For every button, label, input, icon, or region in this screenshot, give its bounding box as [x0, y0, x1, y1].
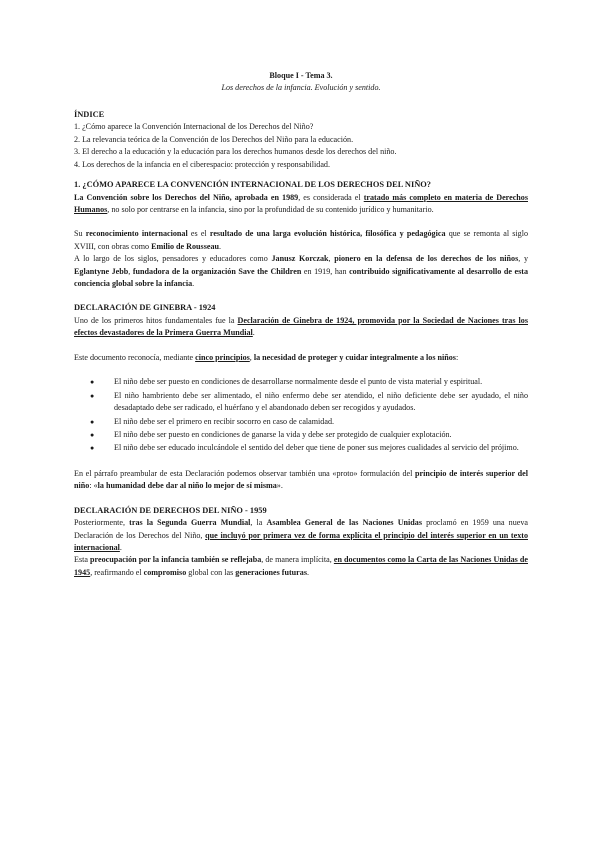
list-item: ● El niño debe ser el primero en recibir socorro en caso de calamidad. [74, 416, 528, 428]
list-item: ● El niño debe ser puesto en condiciones de desarrollarse normalmente desde el punto de vista material y espiritual. [74, 376, 528, 388]
principles-list [74, 376, 528, 454]
document-page [74, 70, 528, 579]
ginebra-paragraph-3: En el párrafo preambular de esta Declaración podemos observar también una «proto» formulación del principio de interés superior del niño: «la humanidad debe dar al niño lo mejor de sí misma». [74, 468, 528, 491]
index-item-3: 3. El derecho a la educación y la educación para los derechos humanos desde los derechos del niño. [74, 147, 397, 157]
section-1-paragraph-1: La Convención sobre los Derechos del Niño, aprobada en 1989, es considerada el tratado más completo en materia de Derechos Humanos, no solo por centrarse en la infancia, sino por la profundidad de su contenido jurídico y humanitario. [74, 192, 528, 215]
index-item-1: 1. ¿Cómo aparece la Convención Internacional de los Derechos del Niño? [74, 122, 314, 132]
ginebra-heading: DECLARACIÓN DE GINEBRA - 1924 [74, 303, 216, 313]
ddn-1959-paragraph-2: Esta preocupación por la infancia también se reflejaba, de manera implícita, en documentos como la Carta de las Naciones Unidas de 1945, reafirmando el compromiso global con las generaciones futuras. [74, 555, 528, 577]
index-item-4: 4. Los derechos de la infancia en el ciberespacio: protección y responsabilidad. [74, 159, 330, 169]
list-item: ● El niño debe ser puesto en condiciones de ganarse la vida y debe ser protegido de cualquier explotación. [74, 429, 528, 441]
list-item: ● El niño hambriento debe ser alimentado, el niño enfermo debe ser atendido, el niño deficiente debe ser ayudado, el niño desadaptado debe ser radicado, el huérfano y el abandonado deben ser recogidos y ayudados. [90, 390, 528, 413]
page-subtitle: Los derechos de la infancia. Evolución y sentido. [221, 83, 381, 93]
ddn-1959-paragraph-1: Posteriormente, tras la Segunda Guerra Mundial, la Asamblea General de las Naciones Unidas proclamó en 1959 una nueva Declaración de los Derechos del Niño, que incluyó por primera vez de forma explícita el principio del interés superior en un texto internacional. [74, 518, 528, 552]
ddn-1959-heading: DECLARACIÓN DE DERECHOS DEL NIÑO - 1959 [74, 505, 267, 515]
list-item: ● El niño debe ser educado inculcándole el sentido del deber que tiene de poner sus mejores cualidades al servicio del prójimo. [74, 442, 528, 454]
bullet-icon: ● [90, 378, 95, 387]
ginebra-paragraph-1: Uno de los primeros hitos fundamentales fue la Declaración de Ginebra de 1924, promovida por la Sociedad de Naciones tras los efectos devastadores de la Primera Guerra Mundial. [74, 316, 528, 338]
bullet-icon: ● [90, 430, 95, 439]
page-title: Bloque I - Tema 3. [269, 71, 333, 80]
bullet-icon: ● [90, 391, 95, 400]
section-1-paragraph-2: Su reconocimiento internacional es el resultado de una larga evolución histórica, filosófica y pedagógica que se remonta al siglo XVIII, con obras como Emilio de Rousseau. [74, 229, 529, 251]
index-heading: ÍNDICE [74, 109, 105, 119]
section-1-paragraph-3: A lo largo de los siglos, pensadores y educadores como Janusz Korczak, pionero en la defensa de los derechos de los niños, y Eglantyne Jebb, fundadora de la organización Save the Children en 1919, han contribuido significativamente al desarrollo de esta conciencia global sobre la infancia. [74, 254, 529, 289]
index-item-2: 2. La relevancia teórica de la Convención de los Derechos del Niño para la educación. [74, 134, 354, 144]
ginebra-paragraph-2: Este documento reconocía, mediante cinco principios, la necesidad de proteger y cuidar integralmente a los niños: [74, 352, 459, 362]
section-1-heading: 1. ¿CÓMO APARECE LA CONVENCIÓN INTERNACIONAL DE LOS DERECHOS DEL NIÑO? [74, 180, 431, 190]
bullet-icon: ● [90, 444, 95, 453]
bullet-icon: ● [90, 417, 95, 426]
